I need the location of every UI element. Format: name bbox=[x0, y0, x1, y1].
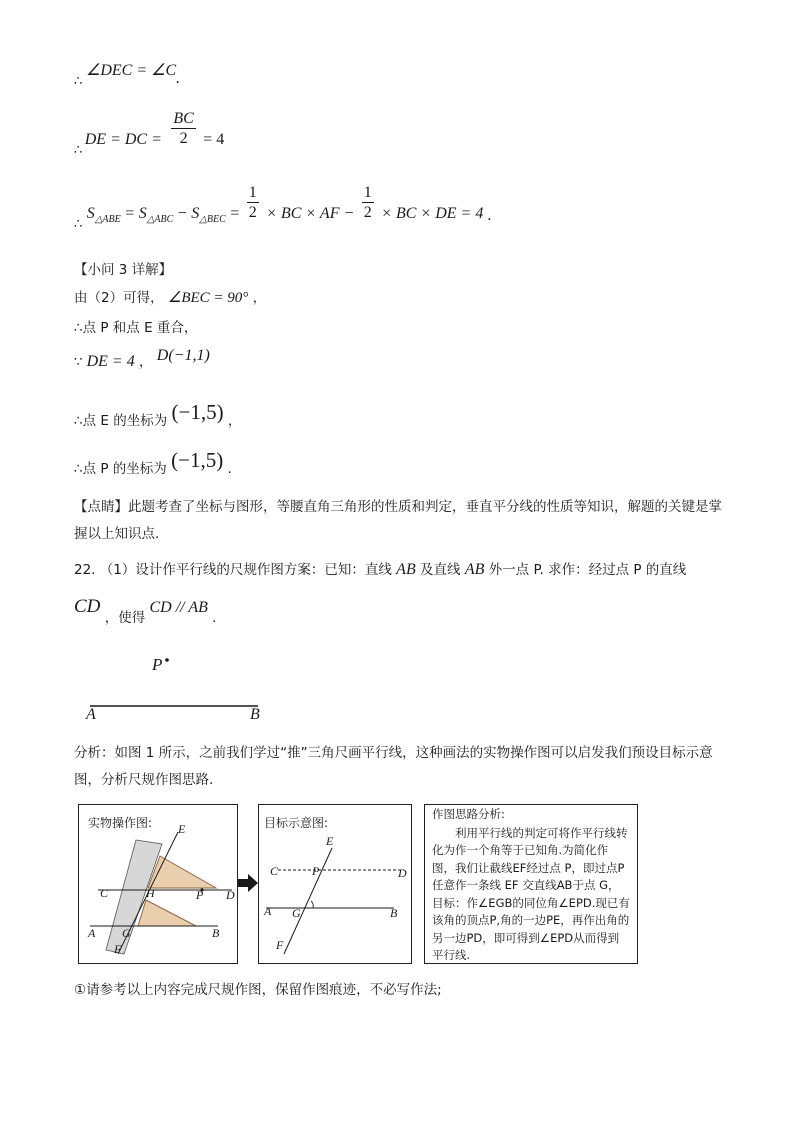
period: . bbox=[176, 70, 180, 87]
comma: ， bbox=[252, 290, 267, 306]
section-heading: 【小问 3 详解】 bbox=[74, 262, 173, 278]
comma: ， bbox=[139, 354, 153, 370]
fraction-numerator: BC bbox=[173, 110, 194, 127]
area-s-abc bbox=[138, 204, 174, 225]
right-arrow-icon bbox=[238, 874, 258, 892]
equation-rhs: = 4 bbox=[203, 130, 225, 148]
therefore-symbol: ∴ bbox=[74, 142, 83, 158]
fraction-half bbox=[362, 184, 374, 223]
part3-line5 bbox=[74, 448, 232, 477]
area-s-abe bbox=[86, 204, 121, 225]
fraction-denominator: 2 bbox=[248, 204, 257, 221]
area-s-bec bbox=[191, 204, 226, 225]
comma: ， bbox=[227, 413, 242, 429]
fraction-numerator: 1 bbox=[363, 184, 372, 201]
area-equation bbox=[74, 186, 492, 236]
s-letter: S bbox=[191, 204, 200, 222]
analysis-paragraph: 分析：如图 1 所示，之前我们学过“推”三角尺画平行线，这种画法的实物操作图可以启发我们预设目标示意图，分析尺规作图思路. bbox=[74, 745, 713, 788]
line-text: ∴点 P 的坐标为 bbox=[74, 461, 167, 477]
equation-lhs: DE = DC = bbox=[84, 130, 162, 148]
fraction-numerator: 1 bbox=[248, 184, 257, 201]
fraction-denominator: 2 bbox=[363, 204, 372, 221]
parallel-condition: CD // AB bbox=[149, 599, 208, 616]
minus-sign: − bbox=[177, 204, 187, 222]
point-p-coord: (−1,5) bbox=[171, 448, 224, 472]
figure-title: 目标示意图: bbox=[264, 816, 329, 830]
equals-sign: = bbox=[230, 204, 240, 222]
point-b-label: B bbox=[250, 706, 260, 723]
triangle-lower bbox=[138, 900, 196, 926]
point-e-coord: (−1,5) bbox=[171, 400, 224, 424]
line-cd: CD bbox=[74, 596, 101, 617]
label-g: G bbox=[122, 926, 131, 940]
fraction-half bbox=[247, 184, 259, 223]
s-letter: S bbox=[86, 204, 95, 222]
fraction-bc-2 bbox=[171, 110, 195, 149]
therefore-symbol: ∴ bbox=[74, 216, 83, 232]
term-bc-af: × BC × AF − bbox=[266, 204, 355, 222]
label-p: P bbox=[312, 864, 320, 878]
therefore-symbol: ∴ bbox=[74, 74, 83, 89]
label-b: B bbox=[390, 906, 398, 920]
label-e: E bbox=[326, 834, 334, 848]
label-c: C bbox=[100, 886, 109, 900]
label-d: D bbox=[398, 866, 407, 880]
question-22-line2 bbox=[74, 596, 217, 626]
label-g: G bbox=[292, 906, 301, 920]
label-f: F bbox=[114, 942, 122, 956]
period: . bbox=[487, 206, 492, 224]
line-ab: AB bbox=[464, 561, 485, 578]
question-text: 外一点 P. 求作：经过点 P 的直线 bbox=[488, 562, 687, 578]
task-instruction: ①请参考以上内容完成尺规作图，保留作图痕迹，不必写作法; bbox=[74, 982, 442, 998]
comment-paragraph: 【点睛】此题考查了坐标与图形，等腰直角三角形的性质和判定，垂直平分线的性质等知识，解题的关键是掌握以上知识点. bbox=[74, 499, 722, 542]
equals-sign: = bbox=[125, 204, 135, 222]
figure-title: 实物操作图: bbox=[88, 816, 153, 830]
label-h: H bbox=[146, 886, 155, 900]
angle-arc bbox=[311, 901, 313, 908]
label-d: D bbox=[226, 888, 235, 902]
because-symbol: ∵ bbox=[74, 355, 83, 370]
label-e: E bbox=[178, 822, 186, 836]
question-text: 及直线 bbox=[420, 562, 461, 578]
equation-de-dc bbox=[74, 112, 224, 162]
question-intro: （1）设计作平行线的尺规作图方案：已知：直线 bbox=[99, 562, 392, 578]
line-ab: AB bbox=[396, 561, 416, 578]
term-bc-de: × BC × DE = 4 bbox=[381, 204, 484, 222]
transversal-ef bbox=[284, 848, 332, 954]
subscript-abe: △ABE bbox=[94, 213, 121, 225]
line-text: 由（2）可得， bbox=[74, 290, 164, 306]
angle-bec: ∠BEC = 90° bbox=[167, 290, 249, 306]
part3-line4 bbox=[74, 400, 242, 429]
de-equals-4: DE = 4 bbox=[86, 353, 135, 370]
label-a: A bbox=[88, 926, 96, 940]
point-d-coord: D(−1,1) bbox=[156, 347, 210, 364]
subscript-abc: △ABC bbox=[146, 213, 174, 225]
construction-analysis-text bbox=[432, 806, 630, 965]
label-b: B bbox=[212, 926, 220, 940]
part3-line1 bbox=[74, 286, 266, 307]
label-f: F bbox=[276, 938, 284, 952]
question-number: 22. bbox=[74, 562, 96, 578]
point-a-label: A bbox=[86, 706, 96, 723]
subscript-bec: △BEC bbox=[199, 213, 226, 225]
point-p-label: P bbox=[152, 655, 163, 674]
s-letter: S bbox=[138, 204, 147, 222]
part3-line2: ∴点 P 和点 E 重合， bbox=[74, 320, 198, 336]
label-c: C bbox=[270, 864, 279, 878]
analysis-box-title: 作图思路分析: bbox=[432, 807, 505, 821]
fraction-denominator: 2 bbox=[179, 130, 188, 147]
question-22-line1 bbox=[74, 558, 686, 579]
question-text: ，使得 bbox=[104, 610, 146, 626]
part3-line3 bbox=[74, 344, 210, 370]
point-p-dot bbox=[165, 658, 169, 662]
angle-equation: ∠DEC = ∠C bbox=[86, 62, 177, 79]
label-p: P bbox=[196, 888, 204, 902]
line-text: ∴点 E 的坐标为 bbox=[74, 413, 168, 429]
period: . bbox=[227, 461, 232, 477]
analysis-box-body: 利用平行线的判定可将作平行线转化为作一个角等于已知角.为简化作图，我们让截线EF经过点 P，即过点P任意作一条线 EF 交直线AB于点 G，目标：作∠EGB的同位角∠EPD.现已有该角的顶点P,角的一边PE，再作出角的另一边PD，即可得到∠EPD从而得到平行线. bbox=[432, 825, 630, 962]
label-a: A bbox=[264, 904, 272, 918]
period: . bbox=[212, 610, 217, 626]
